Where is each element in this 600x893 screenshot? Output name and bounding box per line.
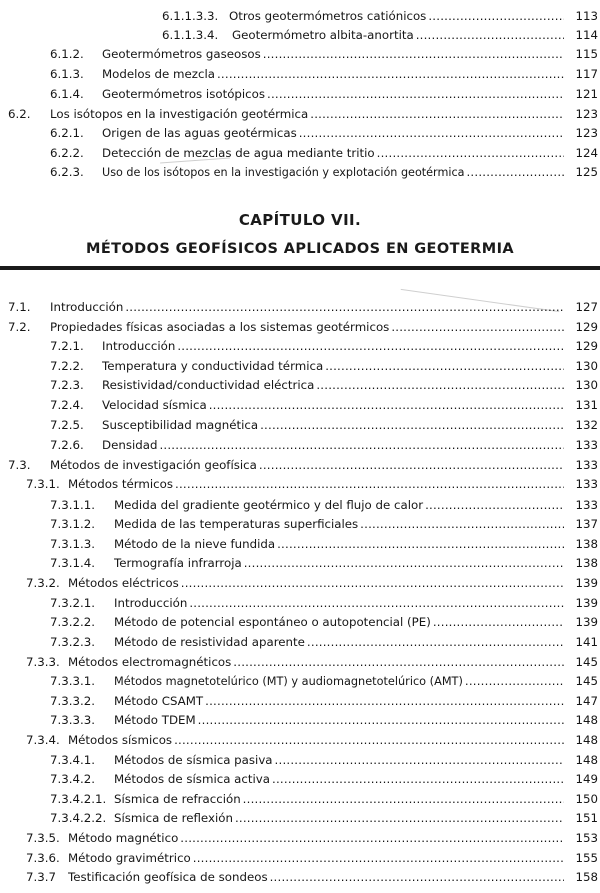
dot-leader [175, 475, 564, 493]
toc-entry[interactable] [0, 653, 600, 671]
entry-title: Termografía infrarroja [114, 556, 242, 570]
dot-leader [325, 357, 564, 375]
entry-title: Método gravimétrico [68, 851, 191, 865]
entry-title: Método de resistividad aparente [114, 635, 305, 649]
toc-entry[interactable] [0, 672, 600, 690]
toc-entry[interactable] [0, 45, 600, 63]
dot-leader [416, 26, 564, 44]
entry-page: 138 [575, 537, 598, 551]
dot-leader [180, 829, 564, 847]
entry-page: 141 [575, 635, 598, 649]
entry-number: 7.2.3. [50, 378, 84, 392]
entry-page: 153 [575, 831, 598, 845]
entry-page: 123 [575, 107, 598, 121]
entry-page: 127 [575, 300, 598, 314]
toc-entry[interactable] [0, 692, 600, 710]
toc-entry[interactable] [0, 436, 600, 454]
toc-entry[interactable] [0, 357, 600, 375]
entry-page: 131 [575, 398, 598, 412]
entry-page: 133 [575, 438, 598, 452]
chapter-number: CAPÍTULO VII. [238, 211, 362, 229]
entry-number: 7.2.6. [50, 438, 84, 452]
entry-number: 7.3. [8, 458, 31, 472]
dot-leader [198, 711, 564, 729]
entry-page: 139 [575, 596, 598, 610]
entry-page: 139 [575, 615, 598, 629]
toc-entry[interactable] [0, 868, 600, 886]
entry-number: 7.3.3.3. [50, 713, 96, 727]
dot-leader [275, 751, 564, 769]
dot-leader [299, 124, 564, 142]
entry-number: 6.2.1. [50, 126, 84, 140]
entry-number: 7.3.6. [26, 851, 60, 865]
toc-entry[interactable] [0, 613, 600, 631]
dot-leader [181, 574, 564, 592]
dot-leader [272, 770, 564, 788]
entry-title: Métodos térmicos [68, 477, 174, 491]
dot-leader [391, 318, 564, 336]
toc-entry[interactable] [0, 124, 600, 142]
entry-title: Método de la nieve fundida [114, 537, 276, 551]
dot-leader [270, 868, 564, 886]
entry-title: Medida de las temperaturas superficiales [114, 517, 359, 531]
entry-page: 121 [575, 87, 598, 101]
dot-leader [233, 653, 564, 671]
entry-page: 133 [575, 498, 598, 512]
entry-title: Método magnético [68, 831, 179, 845]
entry-title: Temperatura y conductividad térmica [102, 359, 324, 373]
entry-page: 129 [575, 320, 598, 334]
entry-title: Modelos de mezcla [102, 67, 215, 81]
entry-title: Geotermómetros gaseosos [102, 47, 261, 61]
entry-number: 7.3.5. [26, 831, 60, 845]
entry-number: 7.3.1.1. [50, 498, 96, 512]
entry-number: 7.3.2. [26, 576, 60, 590]
entry-page: 125 [575, 165, 598, 179]
entry-title: Método CSAMT [114, 694, 204, 708]
entry-title: Geotermómetro albita-anortita [232, 28, 414, 42]
toc-entry[interactable] [0, 144, 600, 162]
entry-number: 6.2.2. [50, 146, 84, 160]
toc-entry[interactable] [0, 594, 600, 612]
entry-page: 151 [575, 811, 598, 825]
entry-number: 7.3.3. [26, 655, 60, 669]
entry-title: Introducción [102, 339, 176, 353]
entry-number: 7.3.1.4. [50, 556, 96, 570]
entry-number: 7.2. [8, 320, 31, 334]
entry-page: 115 [575, 47, 598, 61]
toc-entry[interactable] [0, 337, 600, 355]
dot-leader [465, 672, 564, 690]
entry-page: 113 [575, 9, 598, 23]
entry-page: 145 [575, 674, 598, 688]
entry-number: 6.1.1.3.4. [162, 28, 219, 42]
toc-entry[interactable] [0, 298, 600, 316]
entry-number: 7.3.4.1. [50, 753, 96, 767]
toc-entry[interactable] [0, 456, 600, 474]
dot-leader [263, 45, 564, 63]
entry-title: Método de potencial espontáneo o autopotencial (PE) [114, 615, 431, 629]
dot-leader [260, 416, 564, 434]
toc-entry[interactable] [0, 751, 600, 769]
dot-leader [428, 7, 564, 25]
entry-title: Resistividad/conductividad eléctrica [102, 378, 315, 392]
entry-title: Sísmica de reflexión [114, 811, 233, 825]
entry-title: Origen de las aguas geotérmicas [102, 126, 297, 140]
toc-entry[interactable] [0, 65, 600, 83]
dot-leader [307, 633, 564, 651]
entry-title: Método TDEM [114, 713, 196, 727]
dot-leader [377, 144, 564, 162]
toc-entry[interactable] [0, 554, 600, 572]
entry-title: Métodos eléctricos [68, 576, 179, 590]
entry-number: 6.1.1.3.3. [162, 9, 219, 23]
dot-leader [316, 376, 564, 394]
toc-entry[interactable] [0, 770, 600, 788]
entry-number: 7.3.2.1. [50, 596, 96, 610]
entry-page: 130 [575, 359, 598, 373]
toc-entry[interactable] [0, 829, 600, 847]
toc-entry[interactable] [0, 731, 600, 749]
entry-number: 7.2.5. [50, 418, 84, 432]
dot-leader [243, 790, 564, 808]
entry-title: Geotermómetros isotópicos [102, 87, 266, 101]
toc-entry[interactable] [0, 26, 600, 44]
dot-leader [466, 163, 564, 181]
toc-entry[interactable] [0, 163, 600, 181]
dot-leader [177, 337, 564, 355]
entry-page: 138 [575, 556, 598, 570]
entry-title: Sísmica de refracción [114, 792, 241, 806]
dot-leader [433, 613, 564, 631]
toc-entry[interactable] [0, 633, 600, 651]
toc-entry[interactable] [0, 574, 600, 592]
entry-page: 139 [575, 576, 598, 590]
entry-number: 6.2. [8, 107, 31, 121]
entry-number: 7.3.1.2. [50, 517, 96, 531]
entry-title: Introducción [114, 596, 188, 610]
entry-title: Métodos magnetotelúrico (MT) y audiomagnetotelúrico (AMT) [114, 675, 463, 688]
dot-leader [159, 436, 564, 454]
entry-number: 7.2.1. [50, 339, 84, 353]
entry-number: 6.2.3. [50, 165, 84, 179]
entry-page: 133 [575, 458, 598, 472]
toc-entry[interactable] [0, 475, 600, 493]
dot-leader [277, 535, 564, 553]
entry-page: 129 [575, 339, 598, 353]
toc-entry[interactable] [0, 85, 600, 103]
entry-page: 114 [575, 28, 598, 42]
dot-leader [125, 298, 564, 316]
entry-page: 130 [575, 378, 598, 392]
entry-number: 6.1.3. [50, 67, 84, 81]
entry-page: 148 [575, 753, 598, 767]
toc-entry[interactable] [0, 849, 600, 867]
chapter-rule [0, 266, 600, 270]
entry-title: Métodos de investigación geofísica [50, 458, 257, 472]
entry-page: 158 [575, 870, 598, 884]
entry-number: 7.3.4.2.2. [50, 811, 107, 825]
entry-page: 137 [575, 517, 598, 531]
entry-number: 7.3.7 [26, 870, 57, 884]
entry-number: 6.1.4. [50, 87, 84, 101]
entry-page: 123 [575, 126, 598, 140]
entry-title: Medida del gradiente geotérmico y del flujo de calor [114, 498, 424, 512]
dot-leader [189, 594, 564, 612]
entry-number: 7.3.2.2. [50, 615, 96, 629]
entry-number: 7.2.4. [50, 398, 84, 412]
entry-page: 124 [575, 146, 598, 160]
entry-number: 7.2.2. [50, 359, 84, 373]
toc-entry[interactable] [0, 515, 600, 533]
dot-leader [235, 809, 564, 827]
entry-page: 117 [575, 67, 598, 81]
entry-page: 132 [575, 418, 598, 432]
entry-number: 7.3.3.2. [50, 694, 96, 708]
entry-title: Susceptibilidad magnética [102, 418, 259, 432]
entry-title: Los isótopos en la investigación geotérmica [50, 107, 309, 121]
toc-entry[interactable] [0, 809, 600, 827]
entry-number: 6.1.2. [50, 47, 84, 61]
entry-title: Detección de mezclas de agua mediante tritio [102, 146, 375, 160]
entry-number: 7.3.4. [26, 733, 60, 747]
entry-title: Métodos electromagnéticos [68, 655, 232, 669]
toc-entry[interactable] [0, 711, 600, 729]
entry-title: Métodos sísmicos [68, 733, 173, 747]
entry-title: Uso de los isótopos en la investigación y explotación geotérmica [102, 166, 465, 179]
dot-leader [217, 65, 564, 83]
toc-entry[interactable] [0, 7, 600, 25]
dot-leader [310, 105, 564, 123]
entry-page: 133 [575, 477, 598, 491]
entry-page: 147 [575, 694, 598, 708]
toc-entry[interactable] [0, 396, 600, 414]
entry-title: Otros geotermómetros catiónicos [229, 9, 427, 23]
entry-number: 7.3.1. [26, 477, 60, 491]
entry-page: 148 [575, 713, 598, 727]
entry-title: Métodos de sísmica activa [114, 772, 271, 786]
entry-title: Introducción [50, 300, 124, 314]
dot-leader [209, 396, 564, 414]
entry-title: Densidad [102, 438, 158, 452]
chapter-title: MÉTODOS GEOFÍSICOS APLICADOS EN GEOTERMIA [86, 241, 514, 257]
dot-leader [193, 849, 564, 867]
entry-title: Testificación geofísica de sondeos [68, 870, 268, 884]
entry-title: Velocidad sísmica [102, 398, 207, 412]
entry-number: 7.3.1.3. [50, 537, 96, 551]
dot-leader [267, 85, 564, 103]
entry-title: Métodos de sísmica pasiva [114, 753, 273, 767]
dot-leader [205, 692, 564, 710]
dot-leader [244, 554, 564, 572]
toc-entry[interactable] [0, 105, 600, 123]
entry-title: Propiedades físicas asociadas a los sistemas geotérmicos [50, 320, 390, 334]
entry-number: 7.3.2.3. [50, 635, 96, 649]
dot-leader [425, 496, 564, 514]
toc-entry[interactable] [0, 318, 600, 336]
toc-entry[interactable] [0, 535, 600, 553]
entry-page: 145 [575, 655, 598, 669]
dot-leader [360, 515, 564, 533]
entry-number: 7.3.3.1. [50, 674, 96, 688]
entry-page: 150 [575, 792, 598, 806]
dot-leader [259, 456, 564, 474]
entry-page: 155 [575, 851, 598, 865]
entry-page: 148 [575, 733, 598, 747]
entry-number: 7.3.4.2. [50, 772, 96, 786]
entry-number: 7.3.4.2.1. [50, 792, 107, 806]
toc-entry[interactable] [0, 790, 600, 808]
toc-entry[interactable] [0, 416, 600, 434]
toc-entry[interactable] [0, 376, 600, 394]
dot-leader [174, 731, 564, 749]
toc-entry[interactable] [0, 496, 600, 514]
entry-number: 7.1. [8, 300, 31, 314]
entry-page: 149 [575, 772, 598, 786]
